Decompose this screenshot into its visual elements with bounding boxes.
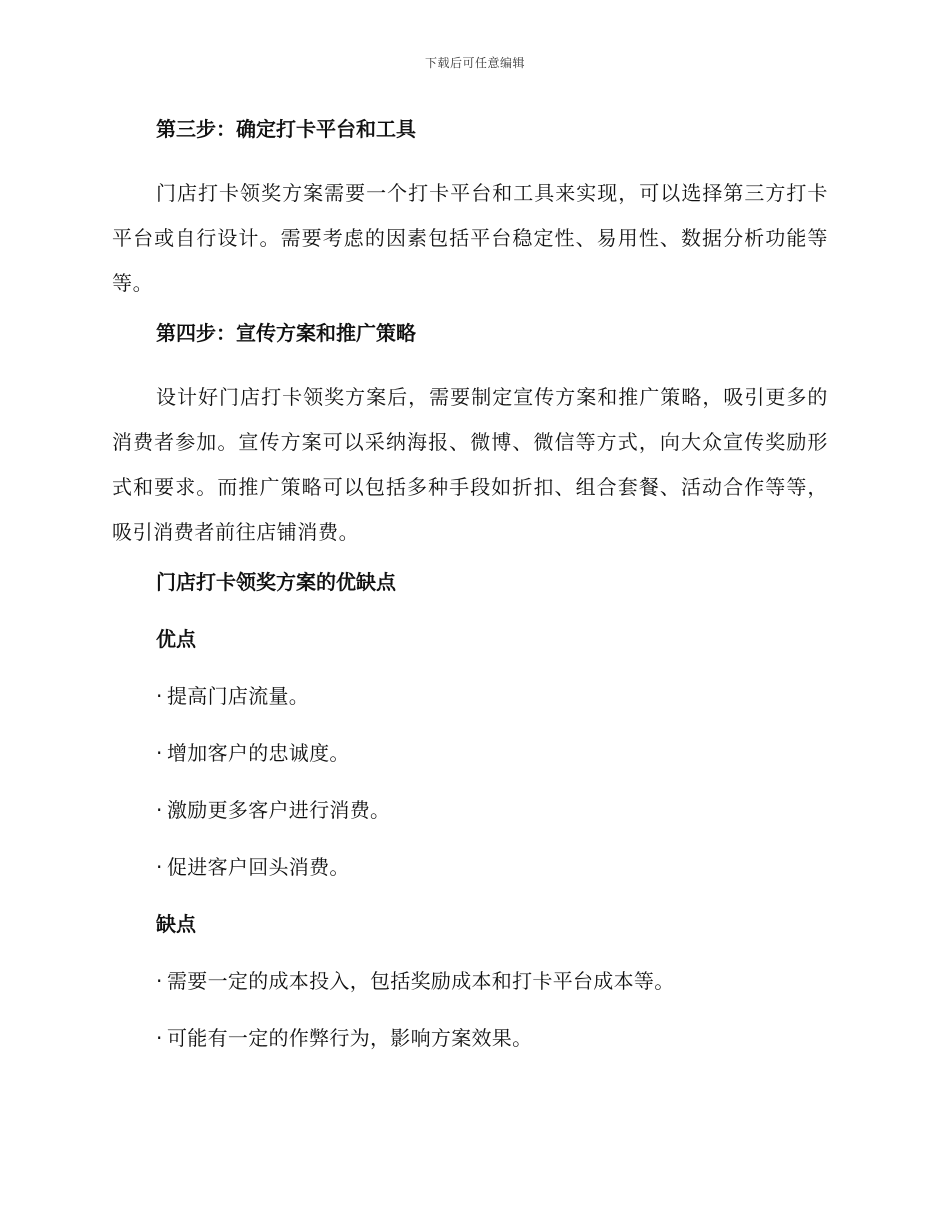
pros-item-text: 提高门店流量。 bbox=[167, 684, 310, 708]
cons-item-text: 需要一定的成本投入，包括奖励成本和打卡平台成本等。 bbox=[167, 969, 675, 993]
bullet-icon: · bbox=[156, 684, 163, 708]
bullet-icon: · bbox=[156, 1026, 163, 1050]
cons-heading: 缺点 bbox=[156, 912, 196, 936]
pros-list-item bbox=[112, 681, 828, 711]
step4-heading: 第四步：宣传方案和推广策略 bbox=[156, 321, 416, 345]
pros-list-item bbox=[112, 738, 828, 768]
pros-list-item bbox=[112, 852, 828, 882]
bullet-icon: · bbox=[156, 798, 163, 822]
pros-item-text: 促进客户回头消费。 bbox=[167, 855, 350, 879]
step3-paragraph: 门店打卡领奖方案需要一个打卡平台和工具来实现，可以选择第三方打卡平台或自行设计。需要考虑的因素包括平台稳定性、易用性、数据分析功能等等。 bbox=[112, 181, 828, 295]
bullet-icon: · bbox=[156, 741, 163, 765]
pros-item-text: 增加客户的忠诚度。 bbox=[167, 741, 350, 765]
step3-heading: 第三步：确定打卡平台和工具 bbox=[156, 117, 416, 141]
pros-cons-heading: 门店打卡领奖方案的优缺点 bbox=[156, 570, 396, 594]
page-header: 下载后可任意编辑 bbox=[424, 56, 525, 70]
pros-item-text: 激励更多客户进行消费。 bbox=[167, 798, 391, 822]
pros-list-item bbox=[112, 795, 828, 825]
step4-paragraph: 设计好门店打卡领奖方案后，需要制定宣传方案和推广策略，吸引更多的消费者参加。宣传方案可以采纳海报、微博、微信等方式，向大众宣传奖励形式和要求。而推广策略可以包括多种手段如折扣、组合套餐、活动合作等等，吸引消费者前往店铺消费。 bbox=[112, 385, 828, 544]
cons-item-text: 可能有一定的作弊行为，影响方案效果。 bbox=[167, 1026, 533, 1050]
bullet-icon: · bbox=[156, 855, 163, 879]
bullet-icon: · bbox=[156, 969, 163, 993]
pros-heading: 优点 bbox=[156, 627, 196, 651]
cons-list-item bbox=[112, 966, 828, 996]
cons-list-item bbox=[112, 1023, 828, 1053]
document-body bbox=[112, 114, 828, 1080]
